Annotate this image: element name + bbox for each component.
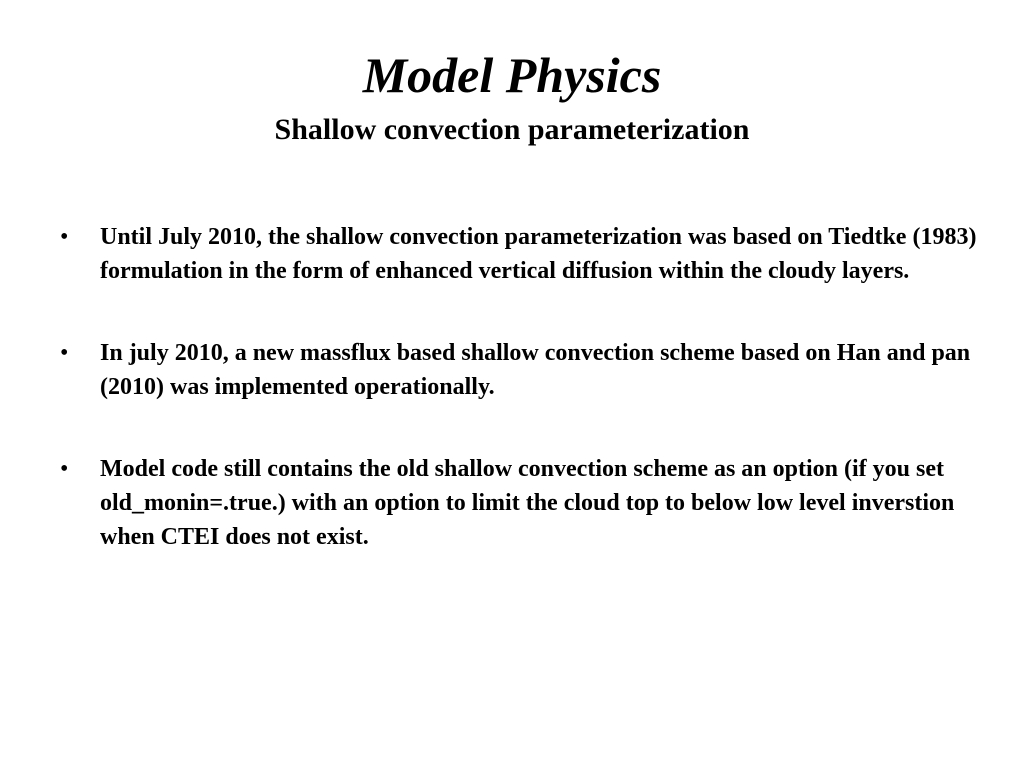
- bullet-item: [0, 452, 1024, 554]
- bullet-text: Until July 2010, the shallow convection parameterization was based on Tiedtke (1983) formulation in the form of enhanced vertical diffusion within the cloudy layers.: [100, 224, 977, 284]
- bullet-text: In july 2010, a new massflux based shallow convection scheme based on Han and pan (2010) was implemented operationally.: [100, 340, 971, 400]
- bullet-icon: •: [60, 224, 69, 250]
- bullet-icon: •: [60, 456, 69, 482]
- bullet-text: Model code still contains the old shallow convection scheme as an option (if you set old_monin=.true.) with an option to limit the cloud top to below low level inverstion when CTEI does not exist.: [100, 456, 955, 550]
- bullet-list: [0, 220, 1024, 602]
- bullet-icon: •: [60, 340, 69, 366]
- slide-title: Model Physics: [362, 47, 662, 103]
- bullet-item: [0, 336, 1024, 404]
- bullet-item: [0, 220, 1024, 288]
- slide-subtitle: Shallow convection parameterization: [274, 113, 750, 146]
